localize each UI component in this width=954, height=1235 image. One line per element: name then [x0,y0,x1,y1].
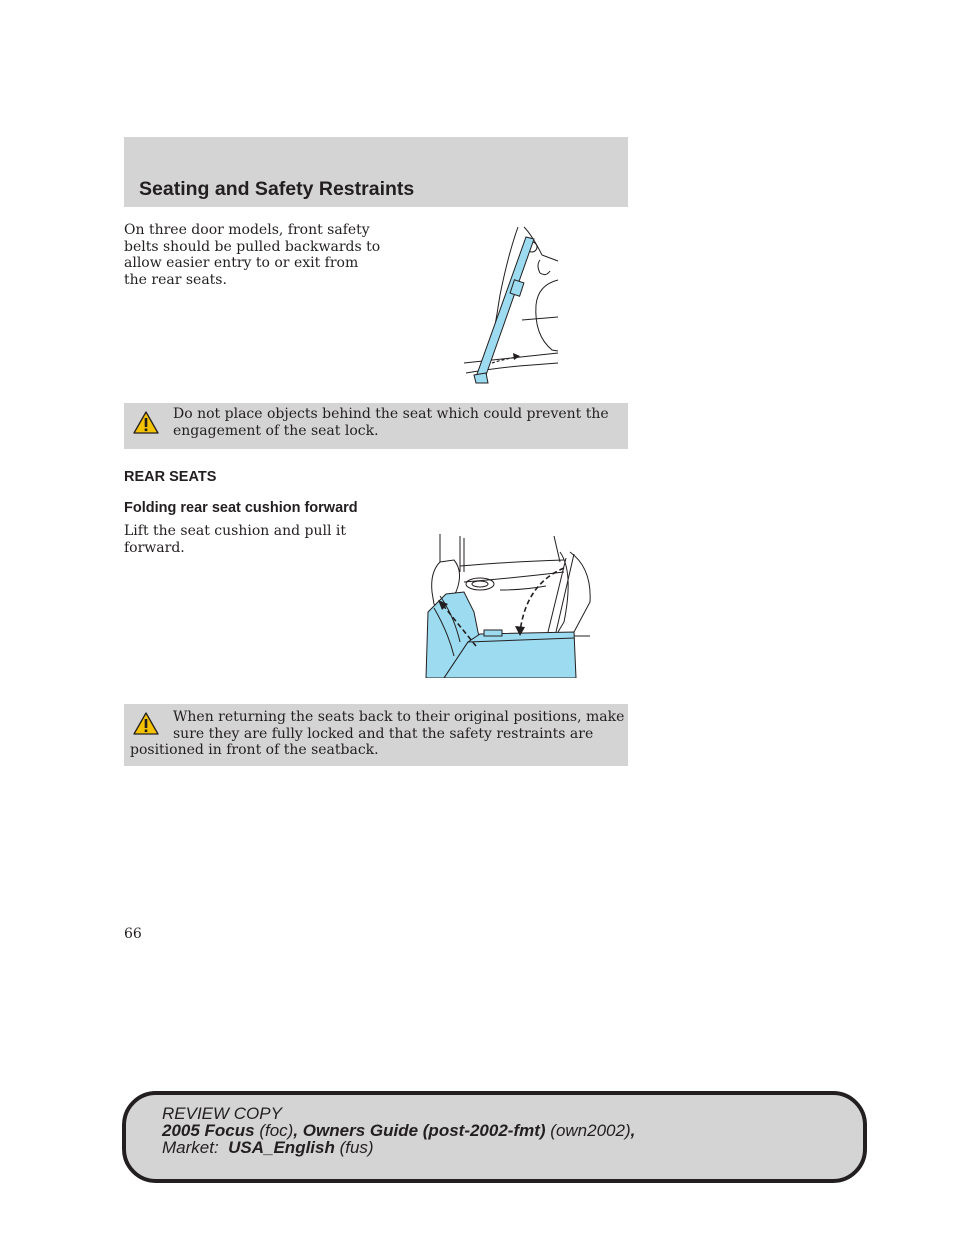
warning-line: positioned in front of the seatback. [130,742,379,758]
section-header [124,137,628,207]
page-number: 66 [124,926,142,942]
separator: , [630,1121,636,1140]
market-label: Market: [162,1138,229,1157]
market-name: USA_English [228,1138,335,1157]
market-code: (fus) [334,1138,374,1157]
review-copy-footer [122,1091,867,1183]
rear-seats-paragraph [124,523,346,556]
footer-model-line [162,1122,635,1139]
intro-line: the rear seats. [124,271,227,288]
warning-line: Do not place objects behind the seat which could prevent the [173,406,609,422]
review-copy-label: REVIEW COPY [162,1104,282,1123]
warning-text [130,709,624,759]
warning-line: engagement of the seat lock. [173,422,379,439]
model-name: 2005 Focus [162,1121,255,1140]
separator: , [293,1121,303,1140]
rear-seats-line: Lift the seat cushion and pull it [124,523,346,539]
intro-line: belts should be pulled backwards to [124,238,381,255]
rear-seat-cushion-illustration [424,532,592,678]
warning-text [173,406,609,439]
warning-line: sure they are fully locked and that the safety restraints are [173,725,594,742]
warning-triangle-icon [132,409,160,437]
warning-line: When returning the seats back to their original positions, make [173,709,625,725]
warning-box [124,704,628,766]
section-title: Seating and Safety Restraints [139,178,415,200]
footer-market-line [162,1139,635,1156]
intro-paragraph [124,222,380,288]
guide-code: (own2002) [545,1121,631,1140]
rear-seats-heading: REAR SEATS [124,469,217,485]
guide-name: Owners Guide (post-2002-fmt) [302,1121,546,1140]
rear-seats-line: forward. [124,539,185,556]
folding-cushion-subheading: Folding rear seat cushion forward [124,500,358,516]
warning-box [124,403,628,449]
seat-belt-illustration [462,225,560,385]
intro-line: On three door models, front safety [124,222,370,238]
intro-line: allow easier entry to or exit from [124,255,359,271]
model-code: (foc) [254,1121,294,1140]
